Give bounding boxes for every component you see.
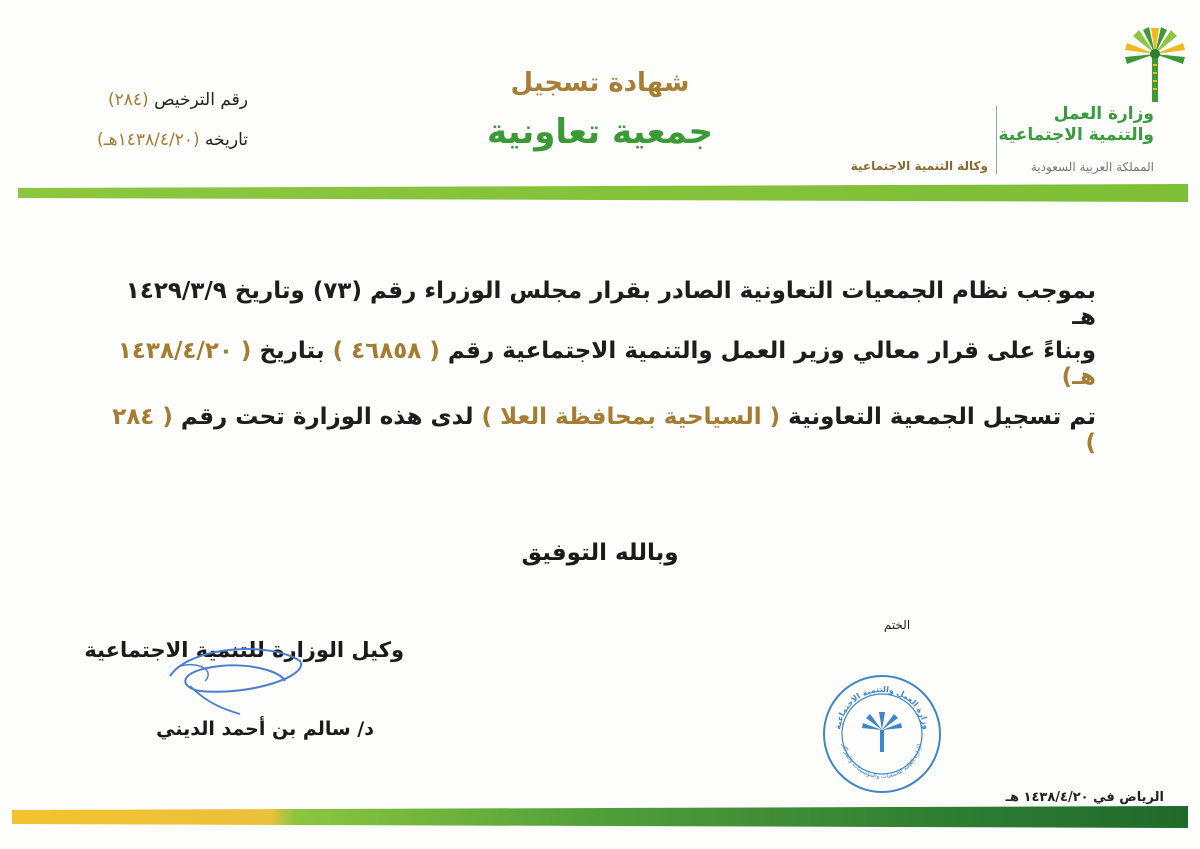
certificate-subtitle: جمعية تعاونية <box>487 112 713 152</box>
official-seal <box>820 672 944 796</box>
footer-bar <box>12 806 1188 828</box>
ministry-name <box>998 104 1154 146</box>
license-date-value: (١٤٣٨/٤/٢٠هـ) <box>97 130 200 150</box>
body-line-2-date-label: بتاريخ <box>259 338 325 364</box>
closing-phrase: وبالله التوفيق <box>521 540 679 566</box>
body-line-3-text: تم تسجيل الجمعية التعاونية <box>788 404 1096 430</box>
seal-ring-text: وزارة العمل والتنمية الاجتماعية <box>833 684 931 731</box>
body-line-1: بموجب نظام الجمعيات التعاونية الصادر بقرار مجلس الوزراء رقم (٧٣) وتاريخ ١٤٢٩/٣/٩ هـ <box>125 278 1096 330</box>
license-date-row <box>97 130 248 150</box>
license-number-row <box>108 90 248 110</box>
certificate-title: شهادة تسجيل <box>510 68 690 98</box>
signer-title: وكيل الوزارة للتنمية الاجتماعية <box>84 638 404 662</box>
registration-number: ( ٢٨٤ ) <box>112 404 1096 456</box>
seal-label: الختم <box>883 618 911 632</box>
decision-number: ( ٤٦٨٥٨ ) <box>332 338 440 364</box>
seal-inner-text: الإدارة العامة للجمعيات والمؤسسات والمراكز <box>840 743 924 781</box>
signer-name: د/ سالم بن أحمد الديني <box>156 718 374 740</box>
body-line-2-text: وبناءً على قرار معالي وزير العمل والتنمية الاجتماعية رقم <box>447 338 1096 364</box>
license-number-label: رقم الترخيص <box>154 90 248 110</box>
header-divider <box>996 106 997 174</box>
seal-palm-icon <box>862 712 902 752</box>
place-and-date: الرياض في ١٤٣٨/٤/٢٠ هـ <box>1005 790 1164 805</box>
header-green-bar <box>18 184 1188 202</box>
license-number-value: (٢٨٤) <box>107 90 149 110</box>
license-date-label: تاريخه <box>205 130 248 150</box>
decision-date: ( ١٤٣٨/٤/٢٠ هـ) <box>117 338 1096 390</box>
body-line-2 <box>96 338 1096 390</box>
ministry-palm-logo <box>1116 24 1194 104</box>
ministry-name-line2: والتنمية الاجتماعية <box>998 125 1154 145</box>
ministry-country: المملكة العربية السعودية <box>1030 160 1154 174</box>
society-name: ( السياحية بمحافظة العلا ) <box>481 404 781 430</box>
handwritten-signature <box>160 636 310 716</box>
body-line-3 <box>96 404 1096 456</box>
agency-name: وكالة التنمية الاجتماعية <box>850 159 988 173</box>
body-line-3-registration-label: لدى هذه الوزارة تحت رقم <box>180 404 474 430</box>
ministry-name-line1: وزارة العمل <box>1053 104 1154 124</box>
